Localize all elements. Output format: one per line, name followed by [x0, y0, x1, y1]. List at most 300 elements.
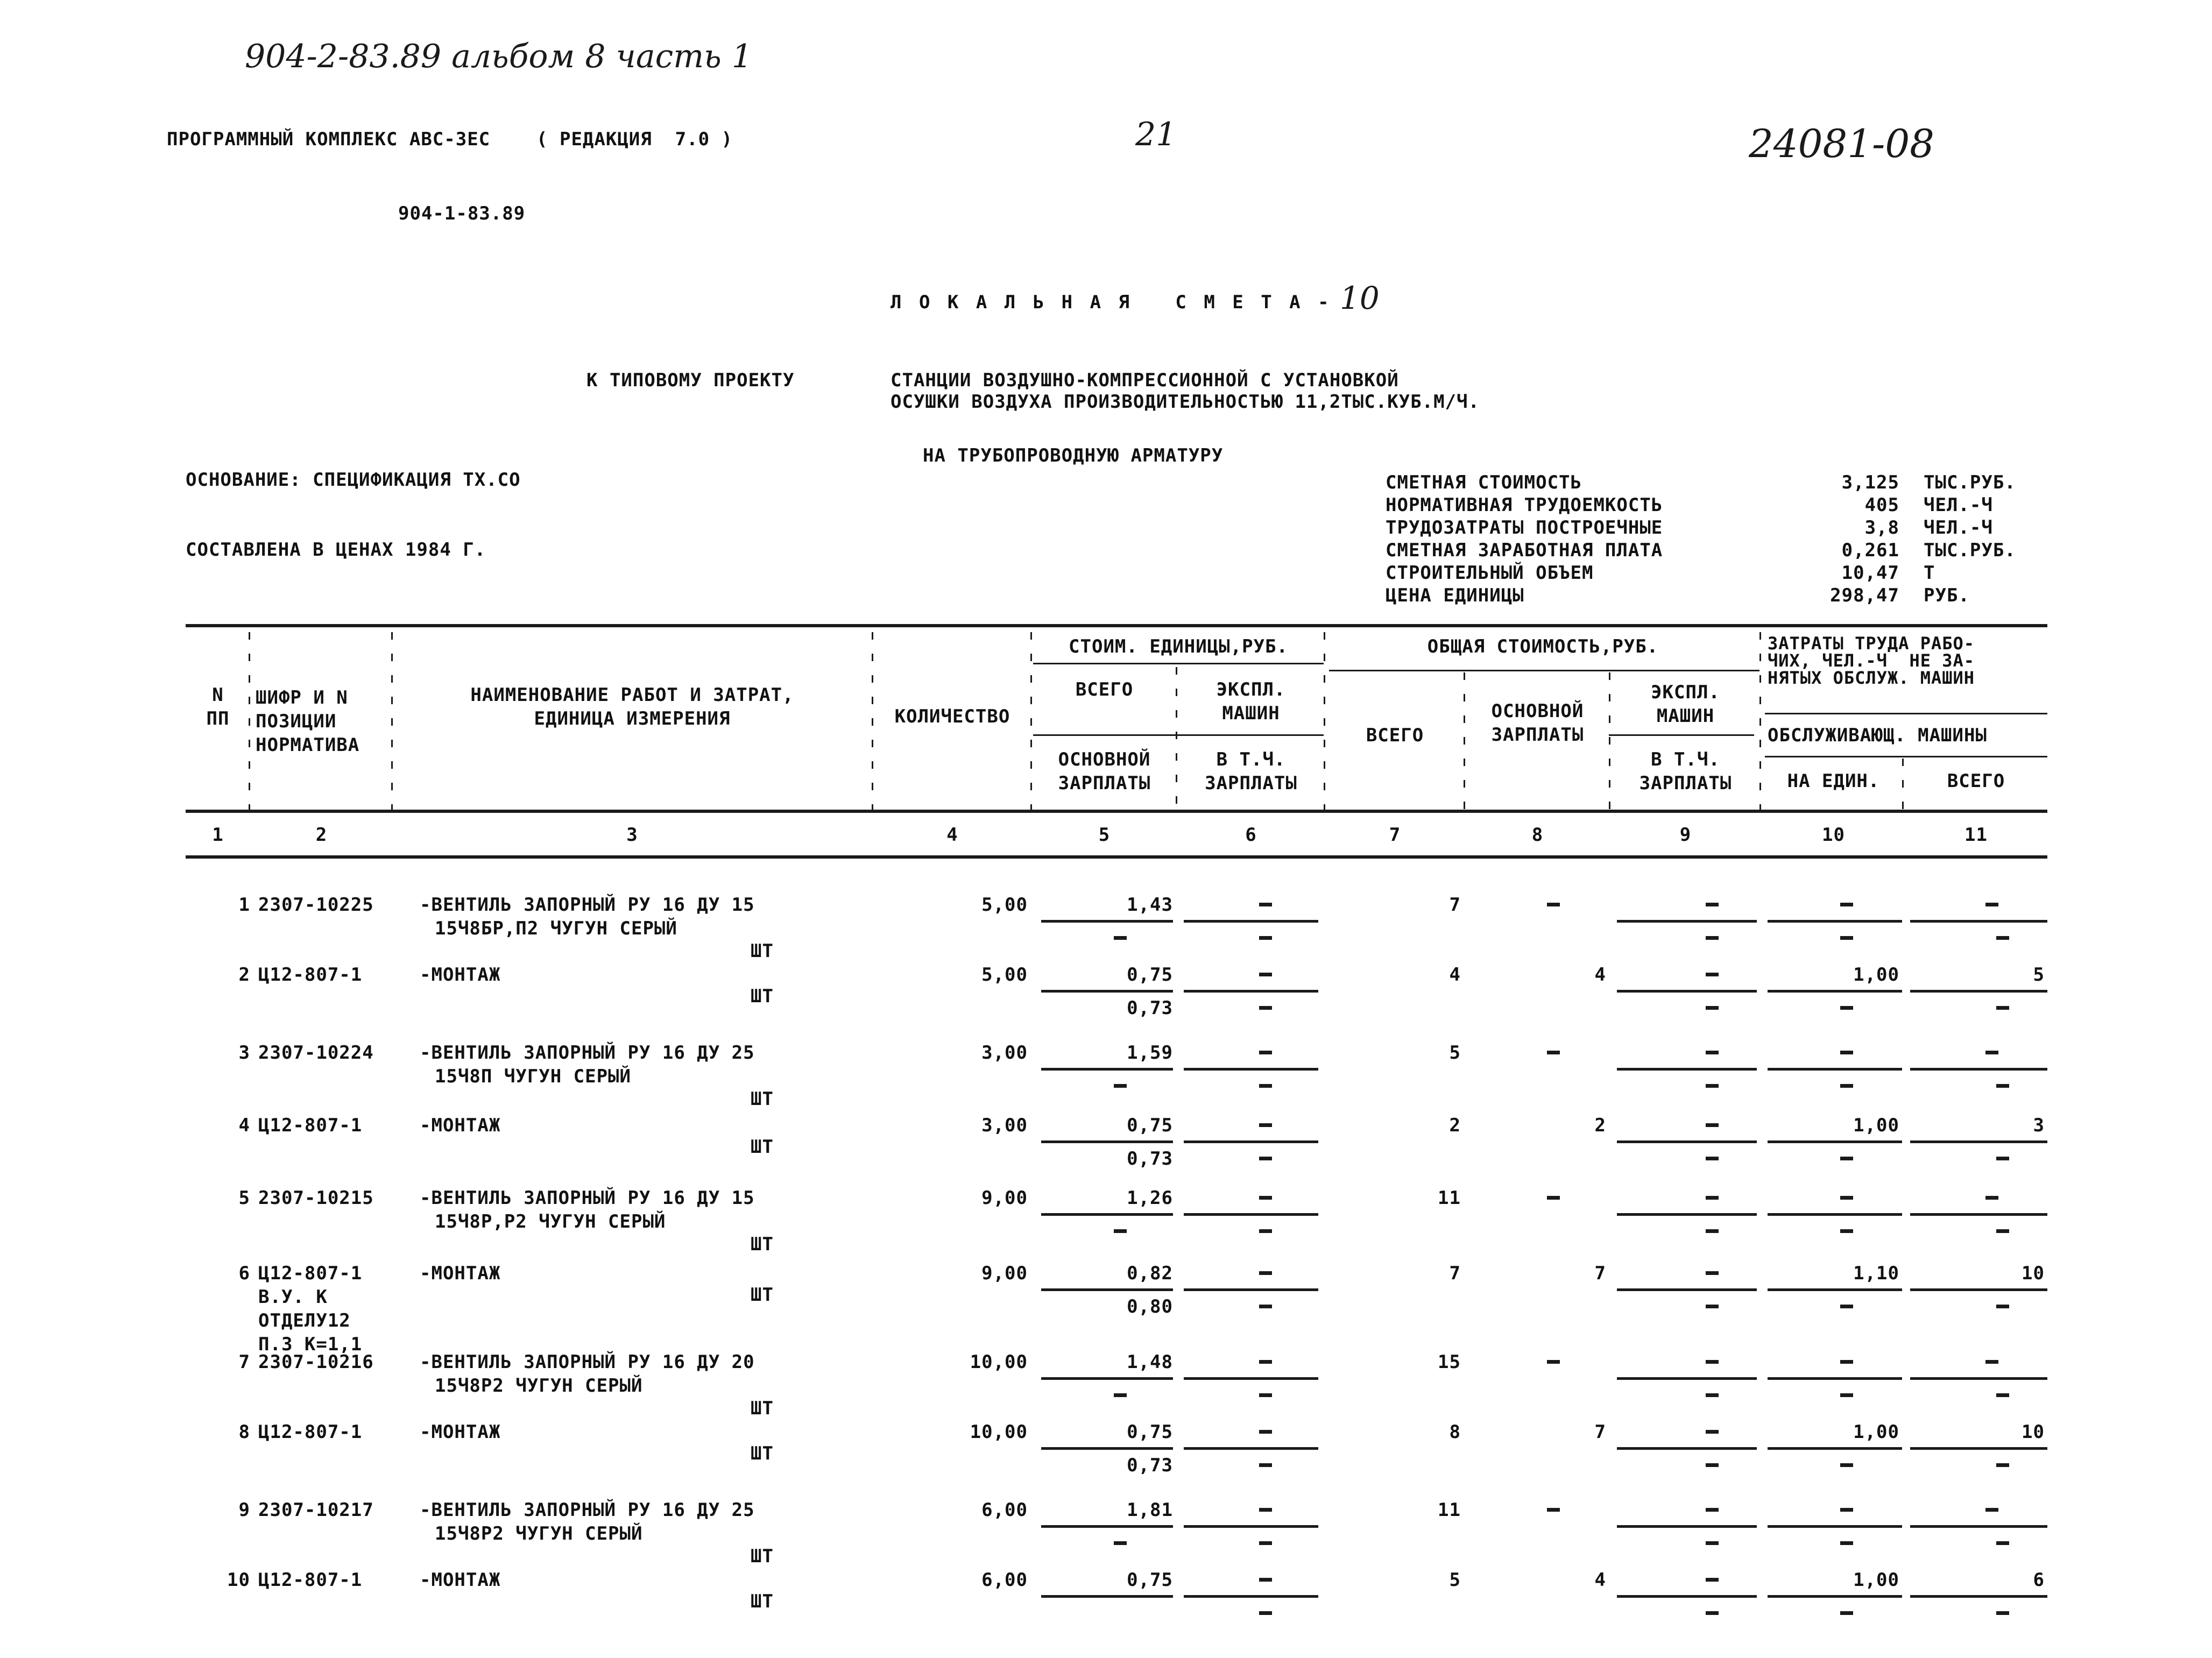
row-code: Ц12-807-1 — [258, 1263, 363, 1284]
dash-mark — [1996, 1393, 2009, 1397]
summary-unit: ТЫС.РУБ. — [1924, 540, 2016, 561]
row-number: 7 — [238, 1351, 250, 1373]
cell-underline — [1184, 1447, 1318, 1450]
row-quantity: 5,00 — [981, 894, 1028, 916]
cell-underline — [1184, 990, 1318, 993]
header-bottom-rule — [186, 810, 2047, 813]
dash-mark — [1706, 936, 1719, 940]
dash-mark — [1547, 1360, 1560, 1364]
column-number: 10 — [1822, 824, 1845, 846]
column-header-labor: ЗАТРАТЫ ТРУДА РАБО- ЧИХ, ЧЕЛ.-Ч НЕ ЗА- НЯТЫХ ОБСЛУЖ. МАШИН — [1768, 633, 1975, 688]
summary-value: 3,125 — [1841, 472, 1899, 493]
dash-mark — [1706, 1393, 1719, 1397]
cell-underline — [1910, 1525, 2047, 1528]
dash-mark — [1840, 1508, 1853, 1512]
row-total-cost: 4 — [1449, 964, 1461, 986]
cell-underline — [1768, 1595, 1902, 1598]
row-unit: ШТ — [751, 940, 774, 962]
column-header-uc-total: ВСЕГО — [1075, 679, 1134, 700]
row-unit-wage: 0,73 — [1127, 997, 1173, 1019]
summary-unit: Т — [1924, 562, 1935, 584]
handwritten-estimate-number: 10 — [1340, 280, 1380, 316]
cell-underline — [1910, 1288, 2047, 1291]
row-code: 2307-10224 — [258, 1042, 374, 1064]
column-number: 2 — [315, 824, 328, 846]
cell-underline — [1184, 1377, 1318, 1380]
cell-underline — [1768, 1447, 1902, 1450]
row-total-wage: 7 — [1594, 1263, 1606, 1284]
row-quantity: 5,00 — [981, 964, 1028, 986]
cell-underline — [1768, 1213, 1902, 1216]
row-labor-total: 10 — [2022, 1263, 2045, 1284]
summary-value: 3,8 — [1864, 517, 1899, 539]
dash-mark — [1840, 1051, 1853, 1054]
table-top-rule — [186, 624, 2047, 627]
row-name: -МОНТАЖ — [420, 1421, 501, 1443]
row-labor-unit: 1,00 — [1853, 964, 1899, 986]
column-number: 7 — [1389, 824, 1401, 846]
dash-mark — [1547, 1508, 1560, 1512]
dash-mark — [1996, 1541, 2009, 1545]
column-header-tc-machines: ЭКСПЛ. МАШИН — [1651, 682, 1720, 727]
row-labor-total: 6 — [2033, 1569, 2045, 1591]
dash-mark — [1259, 1578, 1272, 1582]
row-total-cost: 5 — [1449, 1569, 1461, 1591]
column-number: 1 — [212, 824, 224, 846]
dash-mark — [1259, 1463, 1272, 1467]
row-name-continued: 15Ч8Р,Р2 ЧУГУН СЕРЫЙ — [435, 1211, 666, 1232]
row-labor-total: 5 — [2033, 964, 2045, 986]
row-unit: ШТ — [751, 1546, 774, 1567]
dash-mark — [1706, 1229, 1719, 1233]
cell-underline — [1910, 920, 2047, 923]
dash-mark — [1259, 1196, 1272, 1200]
row-total-cost: 5 — [1449, 1042, 1461, 1064]
cell-underline — [1041, 1595, 1173, 1598]
row-number: 6 — [238, 1263, 250, 1284]
row-name: -ВЕНТИЛЬ ЗАПОРНЫЙ РУ 16 ДУ 15 — [420, 1187, 755, 1209]
dash-mark — [1996, 1006, 2009, 1010]
dash-mark — [1840, 1541, 1853, 1545]
row-name: -МОНТАЖ — [420, 1263, 501, 1284]
row-total-wage: 4 — [1594, 964, 1606, 986]
dash-mark — [1259, 1611, 1272, 1615]
header-rule — [1765, 756, 2047, 757]
row-labor-total: 10 — [2022, 1421, 2045, 1443]
dash-mark — [1547, 1196, 1560, 1200]
column-separator — [1609, 672, 1610, 810]
column-separator — [1176, 667, 1177, 810]
column-number: 6 — [1245, 824, 1257, 846]
dash-mark — [1706, 1541, 1719, 1545]
column-separator — [1324, 632, 1325, 810]
row-number: 2 — [238, 964, 250, 986]
estimate-title: Л О К А Л Ь Н А Я С М Е Т А - — [891, 292, 1332, 313]
row-total-cost: 7 — [1449, 894, 1461, 916]
handwritten-doc-number: 24081-08 — [1749, 121, 1934, 166]
dash-mark — [1259, 936, 1272, 940]
row-total-cost: 8 — [1449, 1421, 1461, 1443]
dash-mark — [1259, 1508, 1272, 1512]
row-unit-cost: 1,81 — [1127, 1499, 1173, 1521]
cell-underline — [1617, 990, 1757, 993]
cell-underline — [1768, 1140, 1902, 1143]
dash-mark — [1840, 1157, 1853, 1160]
dash-mark — [1259, 1123, 1272, 1127]
dash-mark — [1840, 1196, 1853, 1200]
row-total-wage: 4 — [1594, 1569, 1606, 1591]
cell-underline — [1768, 1068, 1902, 1071]
cell-underline — [1617, 1213, 1757, 1216]
column-number: 11 — [1964, 824, 1988, 846]
cell-underline — [1617, 1447, 1757, 1450]
row-unit-cost: 1,59 — [1127, 1042, 1173, 1064]
row-code: Ц12-807-1 — [258, 1421, 363, 1443]
dash-mark — [1996, 1157, 2009, 1160]
column-header-tc-total: ВСЕГО — [1366, 725, 1424, 746]
dash-mark — [1259, 1157, 1272, 1160]
row-labor-unit: 1,00 — [1853, 1569, 1899, 1591]
dash-mark — [1985, 1196, 1998, 1200]
row-name: -МОНТАЖ — [420, 1115, 501, 1136]
cell-underline — [1041, 1525, 1173, 1528]
dash-mark — [1996, 1611, 2009, 1615]
dash-mark — [1547, 903, 1560, 906]
dash-mark — [1996, 1305, 2009, 1308]
row-total-cost: 15 — [1438, 1351, 1461, 1373]
column-header-unit-cost: СТОИМ. ЕДИНИЦЫ,РУБ. — [1069, 636, 1288, 657]
cell-underline — [1617, 1288, 1757, 1291]
project-line-1: СТАНЦИИ ВОЗДУШНО-КОМПРЕССИОННОЙ С УСТАНОВКОЙ — [891, 370, 1399, 391]
row-number: 4 — [238, 1115, 250, 1136]
row-name: -ВЕНТИЛЬ ЗАПОРНЫЙ РУ 16 ДУ 15 — [420, 894, 755, 916]
row-name: -МОНТАЖ — [420, 964, 501, 986]
dash-mark — [1996, 1229, 2009, 1233]
dash-mark — [1547, 1051, 1560, 1054]
column-header-code: ШИФР И N ПОЗИЦИИ НОРМАТИВА — [256, 687, 360, 756]
dash-mark — [1706, 1123, 1719, 1127]
dash-mark — [1706, 973, 1719, 976]
header-rule — [1329, 670, 1759, 671]
row-number: 9 — [238, 1499, 250, 1521]
row-unit-cost: 1,43 — [1127, 894, 1173, 916]
cell-underline — [1184, 1288, 1318, 1291]
cell-underline — [1041, 1140, 1173, 1143]
summary-value: 10,47 — [1841, 562, 1899, 584]
row-unit-cost: 1,48 — [1127, 1351, 1173, 1373]
dash-mark — [1259, 1006, 1272, 1010]
header-rule — [1033, 663, 1324, 664]
row-total-cost: 2 — [1449, 1115, 1461, 1136]
row-quantity: 10,00 — [970, 1351, 1028, 1373]
cell-underline — [1617, 1595, 1757, 1598]
row-unit: ШТ — [751, 1136, 774, 1158]
dash-mark — [1840, 1006, 1853, 1010]
row-total-cost: 7 — [1449, 1263, 1461, 1284]
cell-underline — [1617, 1525, 1757, 1528]
dash-mark — [1706, 1611, 1719, 1615]
basis-line: ОСНОВАНИЕ: СПЕЦИФИКАЦИЯ ТХ.СО — [186, 469, 521, 491]
column-header-name: НАИМЕНОВАНИЕ РАБОТ И ЗАТРАТ, ЕДИНИЦА ИЗМЕРЕНИЯ — [470, 684, 794, 729]
row-number: 8 — [238, 1421, 250, 1443]
row-name-continued: 15Ч8Р2 ЧУГУН СЕРЫЙ — [435, 1523, 643, 1544]
row-unit: ШТ — [751, 1088, 774, 1110]
row-unit: ШТ — [751, 1234, 774, 1255]
row-quantity: 3,00 — [981, 1042, 1028, 1064]
row-code: Ц12-807-1 — [258, 964, 363, 986]
dash-mark — [1259, 1229, 1272, 1233]
cell-underline — [1910, 1377, 2047, 1380]
dash-mark — [1706, 1463, 1719, 1467]
dash-mark — [1259, 903, 1272, 906]
prices-line: СОСТАВЛЕНА В ЦЕНАХ 1984 Г. — [186, 539, 486, 561]
cell-underline — [1184, 920, 1318, 923]
cell-underline — [1617, 920, 1757, 923]
row-quantity: 6,00 — [981, 1569, 1028, 1591]
summary-label: СМЕТНАЯ СТОИМОСТЬ — [1386, 472, 1582, 493]
dash-mark — [1996, 936, 2009, 940]
summary-unit: ЧЕЛ.-Ч — [1924, 517, 1993, 539]
row-unit-cost: 0,75 — [1127, 1421, 1173, 1443]
dash-mark — [1840, 936, 1853, 940]
dash-mark — [1985, 1360, 1998, 1364]
cell-underline — [1768, 1377, 1902, 1380]
cell-underline — [1041, 1213, 1173, 1216]
cell-underline — [1768, 920, 1902, 923]
row-labor-unit: 1,10 — [1853, 1263, 1899, 1284]
summary-label: НОРМАТИВНАЯ ТРУДОЕМКОСТЬ — [1386, 494, 1663, 516]
cell-underline — [1617, 1068, 1757, 1071]
dash-mark — [1706, 1006, 1719, 1010]
column-separator — [249, 632, 250, 810]
row-number: 10 — [227, 1569, 250, 1591]
row-code: Ц12-807-1 — [258, 1569, 363, 1591]
row-number: 5 — [238, 1187, 250, 1209]
dash-mark — [1706, 1360, 1719, 1364]
column-header-total-cost: ОБЩАЯ СТОИМОСТЬ,РУБ. — [1427, 636, 1659, 657]
project-code: 904-1-83.89 — [398, 203, 526, 224]
dash-mark — [1114, 1393, 1127, 1397]
column-separator — [1902, 759, 1904, 810]
row-unit: ШТ — [751, 1591, 774, 1612]
column-header-labor-service: ОБСЛУЖИВАЮЩ. МАШИНЫ — [1768, 725, 1987, 746]
header-rule — [1609, 734, 1754, 736]
cell-underline — [1184, 1595, 1318, 1598]
dash-mark — [1996, 1084, 2009, 1088]
dash-mark — [1840, 1463, 1853, 1467]
column-header-uc-machines: ЭКСПЛ. МАШИН — [1216, 679, 1286, 724]
header-rule — [1765, 713, 2047, 714]
dash-mark — [1840, 1305, 1853, 1308]
row-code: Ц12-807-1 — [258, 1115, 363, 1136]
row-code-note: В.У. К ОТДЕЛУ12 П.3 К=1,1 — [258, 1286, 363, 1355]
cell-underline — [1768, 1525, 1902, 1528]
row-name: -ВЕНТИЛЬ ЗАПОРНЫЙ РУ 16 ДУ 25 — [420, 1499, 755, 1521]
column-header-tc-wage: ОСНОВНОЙ ЗАРПЛАТЫ — [1491, 700, 1584, 746]
cell-underline — [1768, 990, 1902, 993]
summary-value: 0,261 — [1841, 540, 1899, 561]
column-number: 4 — [946, 824, 958, 846]
row-unit-cost: 0,75 — [1127, 964, 1173, 986]
cell-underline — [1184, 1213, 1318, 1216]
cell-underline — [1184, 1068, 1318, 1071]
summary-label: СТРОИТЕЛЬНЫЙ ОБЪЕМ — [1386, 562, 1594, 584]
dash-mark — [1996, 1463, 2009, 1467]
program-name: ПРОГРАММНЫЙ КОМПЛЕКС АВС-3ЕС ( РЕДАКЦИЯ 7.0 ) — [167, 129, 733, 150]
column-header-labor-unit: НА ЕДИН. — [1787, 770, 1880, 792]
row-code: 2307-10215 — [258, 1187, 374, 1209]
dash-mark — [1985, 1508, 1998, 1512]
dash-mark — [1840, 1360, 1853, 1364]
summary-value: 405 — [1864, 494, 1899, 516]
cell-underline — [1910, 990, 2047, 993]
row-name: -ВЕНТИЛЬ ЗАПОРНЫЙ РУ 16 ДУ 25 — [420, 1042, 755, 1064]
row-unit-cost: 0,75 — [1127, 1569, 1173, 1591]
summary-label: ТРУДОЗАТРАТЫ ПОСТРОЕЧНЫЕ — [1386, 517, 1663, 539]
row-total-wage: 7 — [1594, 1421, 1606, 1443]
row-code: 2307-10217 — [258, 1499, 374, 1521]
dash-mark — [1259, 1393, 1272, 1397]
column-separator — [1759, 632, 1761, 810]
dash-mark — [1706, 1305, 1719, 1308]
summary-label: СМЕТНАЯ ЗАРАБОТНАЯ ПЛАТА — [1386, 540, 1663, 561]
dash-mark — [1706, 1157, 1719, 1160]
row-number: 1 — [238, 894, 250, 916]
cell-underline — [1184, 1525, 1318, 1528]
dash-mark — [1259, 1360, 1272, 1364]
header-rule — [1033, 734, 1324, 736]
cell-underline — [1041, 1377, 1173, 1380]
row-unit-wage: 0,80 — [1127, 1296, 1173, 1317]
row-unit: ШТ — [751, 986, 774, 1007]
summary-label: ЦЕНА ЕДИНИЦЫ — [1386, 585, 1524, 606]
row-name: -МОНТАЖ — [420, 1569, 501, 1591]
row-number: 3 — [238, 1042, 250, 1064]
cell-underline — [1041, 920, 1173, 923]
dash-mark — [1259, 1541, 1272, 1545]
handwritten-page-number: 21 — [1135, 116, 1177, 153]
dash-mark — [1840, 1229, 1853, 1233]
dash-mark — [1706, 1051, 1719, 1054]
dash-mark — [1259, 1305, 1272, 1308]
dash-mark — [1985, 903, 1998, 906]
row-quantity: 9,00 — [981, 1263, 1028, 1284]
project-line-2: ОСУШКИ ВОЗДУХА ПРОИЗВОДИТЕЛЬНОСТЬЮ 11,2ТЫС.КУБ.М/Ч. — [891, 391, 1480, 413]
column-separator — [391, 632, 393, 810]
dash-mark — [1259, 1084, 1272, 1088]
dash-mark — [1259, 1271, 1272, 1275]
summary-unit: РУБ. — [1924, 585, 1970, 606]
cell-underline — [1910, 1140, 2047, 1143]
dash-mark — [1706, 1578, 1719, 1582]
project-label: К ТИПОВОМУ ПРОЕКТУ — [586, 370, 795, 391]
column-header-uc-wage: ОСНОВНОЙ ЗАРПЛАТЫ — [1058, 749, 1151, 794]
row-name-continued: 15Ч8Р2 ЧУГУН СЕРЫЙ — [435, 1375, 643, 1397]
cell-underline — [1184, 1140, 1318, 1143]
cell-underline — [1041, 990, 1173, 993]
row-unit: ШТ — [751, 1398, 774, 1419]
row-code: 2307-10225 — [258, 894, 374, 916]
dash-mark — [1706, 1271, 1719, 1275]
dash-mark — [1114, 1229, 1127, 1233]
column-header-n: N ПП — [206, 684, 230, 729]
dash-mark — [1706, 1084, 1719, 1088]
dash-mark — [1706, 1508, 1719, 1512]
row-total-cost: 11 — [1438, 1187, 1461, 1209]
dash-mark — [1114, 936, 1127, 940]
column-header-labor-total: ВСЕГО — [1947, 770, 2005, 792]
row-unit-cost: 1,26 — [1127, 1187, 1173, 1209]
summary-unit: ТЫС.РУБ. — [1924, 472, 2016, 493]
dash-mark — [1840, 1393, 1853, 1397]
column-number: 8 — [1531, 824, 1544, 846]
column-header-uc-incl-wage: В Т.Ч. ЗАРПЛАТЫ — [1205, 749, 1297, 794]
column-number: 9 — [1679, 824, 1692, 846]
row-quantity: 10,00 — [970, 1421, 1028, 1443]
dash-mark — [1114, 1541, 1127, 1545]
row-quantity: 9,00 — [981, 1187, 1028, 1209]
row-labor-unit: 1,00 — [1853, 1421, 1899, 1443]
summary-unit: ЧЕЛ.-Ч — [1924, 494, 1993, 516]
row-labor-unit: 1,00 — [1853, 1115, 1899, 1136]
cell-underline — [1041, 1447, 1173, 1450]
row-quantity: 6,00 — [981, 1499, 1028, 1521]
cell-underline — [1910, 1595, 2047, 1598]
handwritten-top-note: 904-2-83.89 альбом 8 часть 1 — [245, 38, 753, 75]
cell-underline — [1617, 1140, 1757, 1143]
dash-mark — [1706, 903, 1719, 906]
column-header-tc-incl-wage: В Т.Ч. ЗАРПЛАТЫ — [1639, 749, 1732, 794]
row-unit-wage: 0,73 — [1127, 1455, 1173, 1476]
dash-mark — [1259, 1051, 1272, 1054]
numbers-bottom-rule — [186, 855, 2047, 859]
summary-value: 298,47 — [1830, 585, 1899, 606]
column-number: 5 — [1098, 824, 1111, 846]
cell-underline — [1041, 1288, 1173, 1291]
dash-mark — [1840, 903, 1853, 906]
column-separator — [1030, 632, 1032, 810]
cell-underline — [1617, 1377, 1757, 1380]
dash-mark — [1706, 1196, 1719, 1200]
cell-underline — [1910, 1447, 2047, 1450]
row-unit-cost: 0,82 — [1127, 1263, 1173, 1284]
dash-mark — [1114, 1084, 1127, 1088]
dash-mark — [1840, 1611, 1853, 1615]
column-number: 3 — [626, 824, 638, 846]
cell-underline — [1041, 1068, 1173, 1071]
row-name-continued: 15Ч8П ЧУГУН СЕРЫЙ — [435, 1066, 631, 1087]
dash-mark — [1706, 1430, 1719, 1434]
row-name-continued: 15Ч8БР,П2 ЧУГУН СЕРЫЙ — [435, 918, 677, 939]
dash-mark — [1985, 1051, 1998, 1054]
cell-underline — [1910, 1213, 2047, 1216]
column-header-qty: КОЛИЧЕСТВО — [894, 706, 1010, 727]
row-unit-cost: 0,75 — [1127, 1115, 1173, 1136]
column-separator — [1464, 672, 1465, 810]
dash-mark — [1840, 1084, 1853, 1088]
estimate-subject: НА ТРУБОПРОВОДНУЮ АРМАТУРУ — [923, 445, 1224, 466]
row-total-cost: 11 — [1438, 1499, 1461, 1521]
dash-mark — [1259, 973, 1272, 976]
row-quantity: 3,00 — [981, 1115, 1028, 1136]
cell-underline — [1768, 1288, 1902, 1291]
row-total-wage: 2 — [1594, 1115, 1606, 1136]
row-unit: ШТ — [751, 1443, 774, 1464]
row-unit: ШТ — [751, 1284, 774, 1306]
row-code: 2307-10216 — [258, 1351, 374, 1373]
row-unit-wage: 0,73 — [1127, 1148, 1173, 1170]
column-separator — [872, 632, 873, 810]
